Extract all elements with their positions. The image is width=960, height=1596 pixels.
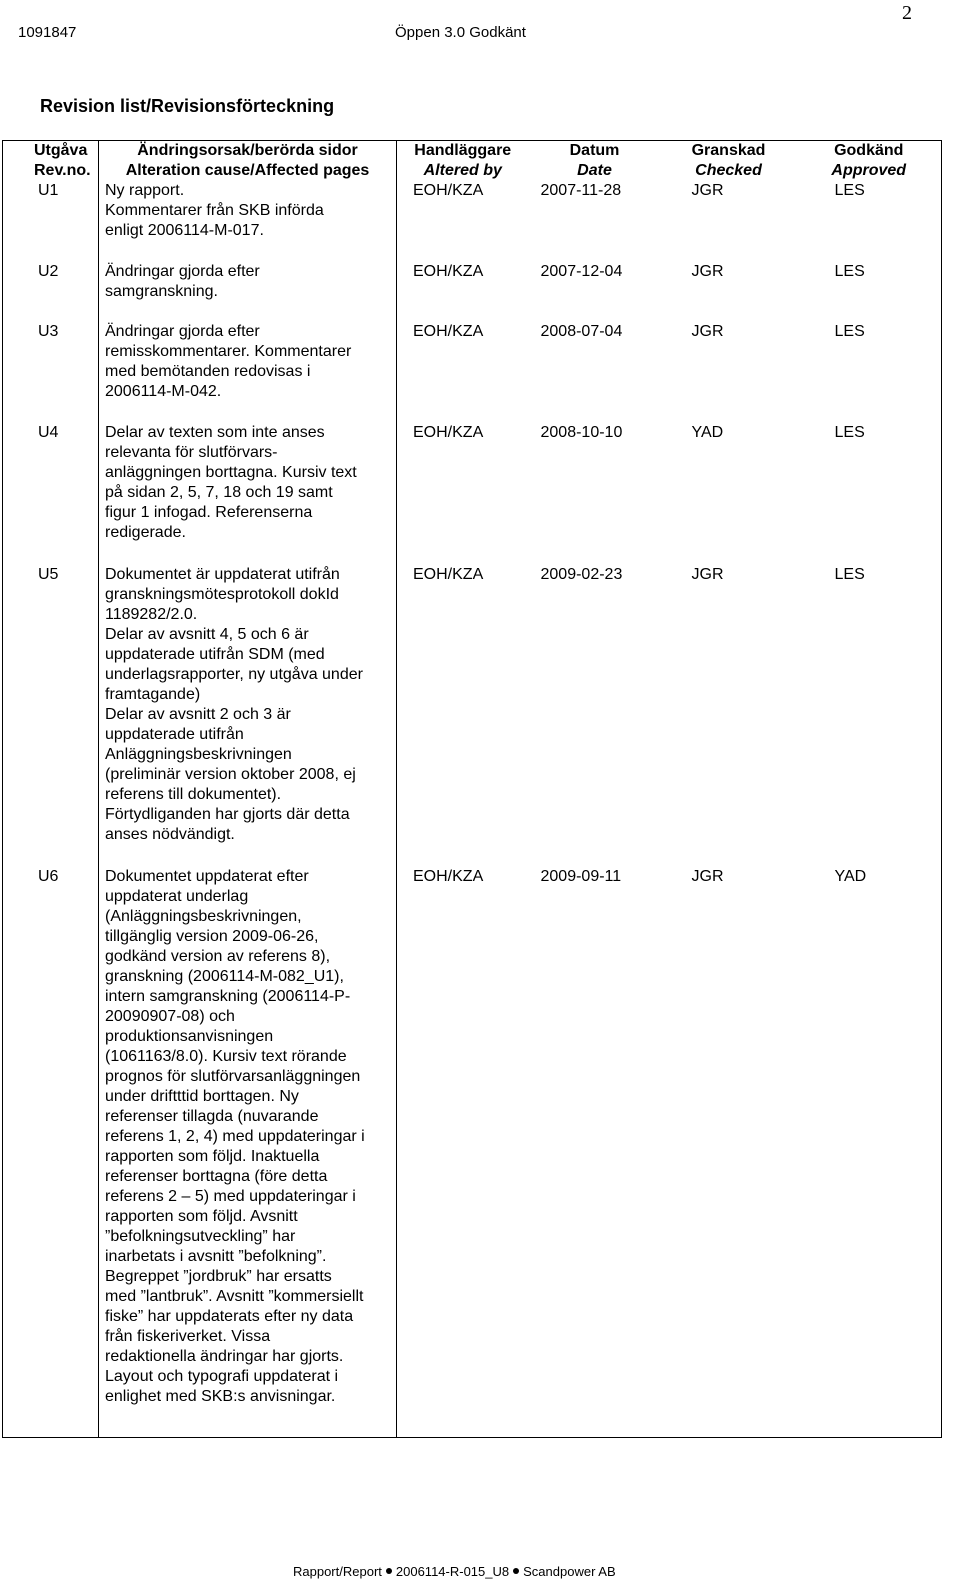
altered-by-cell: EOH/KZA: [413, 182, 484, 199]
column-header-checked-sv: Granskad: [691, 142, 766, 159]
column-header-altered-by-sv: Handläggare: [414, 142, 512, 159]
date-cell: 2008-10-10: [540, 424, 623, 441]
date-cell: 2007-12-04: [540, 263, 623, 280]
column-header-rev-en: Rev.no.: [34, 162, 91, 179]
altered-by-cell: EOH/KZA: [413, 868, 484, 885]
column-header-cause-sv: Ändringsorsak/berörda sidor: [137, 142, 358, 159]
table-row: [3, 262, 942, 322]
bullet-icon: [513, 1568, 519, 1574]
column-header-cause: [99, 141, 397, 182]
rev-cell: U6: [3, 867, 99, 1437]
cause-cell: Ändringar gjorda efter samgranskning.: [99, 262, 397, 322]
table-header-row: [3, 141, 942, 182]
document-status: Öppen 3.0 Godkänt: [395, 24, 526, 41]
revision-table: [2, 140, 942, 1438]
column-header-rev: [3, 141, 99, 182]
cause-cell: Delar av texten som inte anses relevanta för slutförvars- anläggningen borttagna. Kursiv text på sidan 2, 5, 7, 18 och 19 samt figur 1 infogad. Referenserna redigerade.: [99, 423, 397, 565]
approved-cell: LES: [797, 565, 942, 867]
column-header-approved: [797, 141, 942, 182]
checked-cell: JGR: [691, 868, 724, 885]
column-header-approved-en: Approved: [831, 162, 907, 179]
page-number: 2: [902, 2, 912, 24]
date-cell: 2009-02-23: [540, 566, 623, 583]
bullet-icon: [386, 1568, 392, 1574]
table-row: [3, 565, 942, 867]
checked-cell: JGR: [691, 263, 724, 280]
date-cell: 2007-11-28: [540, 182, 622, 199]
cause-cell: Ändringar gjorda efter remisskommentarer. Kommentarer med bemötanden redovisas i 2006114-M-042.: [99, 322, 397, 423]
altered-by-cell: EOH/KZA: [413, 566, 484, 583]
rev-cell: U4: [3, 423, 99, 565]
date-cell: 2009-09-11: [540, 868, 622, 885]
table-row: [3, 867, 942, 1437]
column-header-date-en: Date: [577, 162, 612, 179]
approved-cell: LES: [797, 322, 942, 423]
date-cell: 2008-07-04: [540, 323, 623, 340]
footer-report-id: 2006114-R-015_U8: [395, 1564, 510, 1579]
page-footer: [293, 1564, 616, 1579]
checked-cell: JGR: [691, 323, 724, 340]
rev-cell: U5: [3, 565, 99, 867]
approved-cell: LES: [797, 262, 942, 322]
checked-cell: JGR: [691, 566, 724, 583]
approved-cell: LES: [797, 181, 942, 262]
column-header-checked: [661, 141, 797, 182]
column-header-rev-sv: Utgåva: [34, 142, 88, 159]
page-title: Revision list/Revisionsförteckning: [40, 96, 335, 116]
altered-by-cell: EOH/KZA: [413, 323, 484, 340]
column-header-altered-by: [397, 141, 529, 182]
approved-cell: LES: [797, 423, 942, 565]
rev-cell: U1: [3, 181, 99, 262]
cause-cell: Dokumentet uppdaterat efter uppdaterat underlag (Anläggningsbeskrivningen, tillgänglig version 2009-06-26, godkänd version av referens 8), granskning (2006114-M-082_U1), intern samgranskning (2006114-P- 20090907-08) och produktionsanvisningen (1061163/8.0). Kursiv text rörande prognos för slutförvarsanläggningen under driftttid borttagen. Ny referenser tillagda (nuvarande referens 1, 2, 4) med uppdateringar i rapporten som följd. Inaktuella referenser borttagna (före detta referens 2 – 5) med uppdateringar i rapporten som följd. Avsnitt ”befolkningsutveckling” har inarbetats i avsnitt ”befolkning”. Begreppet ”jordbruk” har ersatts med ”lantbruk”. Avsnitt ”kommersiellt fiske” har uppdaterats efter ny data från fiskeriverket. Vissa redaktionella ändringar har gjorts. Layout och typografi uppdaterat i enlighet med SKB:s anvisningar.: [99, 867, 397, 1437]
table-row: [3, 181, 942, 262]
cause-cell: Dokumentet är uppdaterat utifrån granskningsmötesprotokoll dokId 1189282/2.0. Delar av avsnitt 4, 5 och 6 är uppdaterade utifrån SDM (med underlagsrapporter, ny utgåva under framtagande) Delar av avsnitt 2 och 3 är uppdaterade utifrån Anläggningsbeskrivningen (preliminär version oktober 2008, ej referens till dokumentet). Förtydliganden har gjorts där detta anses nödvändigt.: [99, 565, 397, 867]
rev-cell: U3: [3, 322, 99, 423]
column-header-date: [529, 141, 661, 182]
table-row: [3, 322, 942, 423]
column-header-approved-sv: Godkänd: [834, 142, 904, 159]
rev-cell: U2: [3, 262, 99, 322]
column-header-altered-by-en: Altered by: [423, 162, 502, 179]
cause-cell: Ny rapport. Kommentarer från SKB införda enligt 2006114-M-017.: [99, 181, 397, 262]
altered-by-cell: EOH/KZA: [413, 263, 484, 280]
column-header-cause-en: Alteration cause/Affected pages: [125, 162, 370, 179]
column-header-date-sv: Datum: [569, 142, 620, 159]
footer-company: Scandpower AB: [523, 1564, 616, 1579]
altered-by-cell: EOH/KZA: [413, 424, 484, 441]
table-row: [3, 423, 942, 565]
document-id: 1091847: [18, 24, 77, 41]
checked-cell: JGR: [691, 182, 724, 199]
approved-cell: YAD: [797, 867, 942, 1437]
footer-report-label: Rapport/Report: [293, 1564, 382, 1579]
checked-cell: YAD: [691, 424, 724, 441]
column-header-checked-en: Checked: [695, 162, 762, 179]
